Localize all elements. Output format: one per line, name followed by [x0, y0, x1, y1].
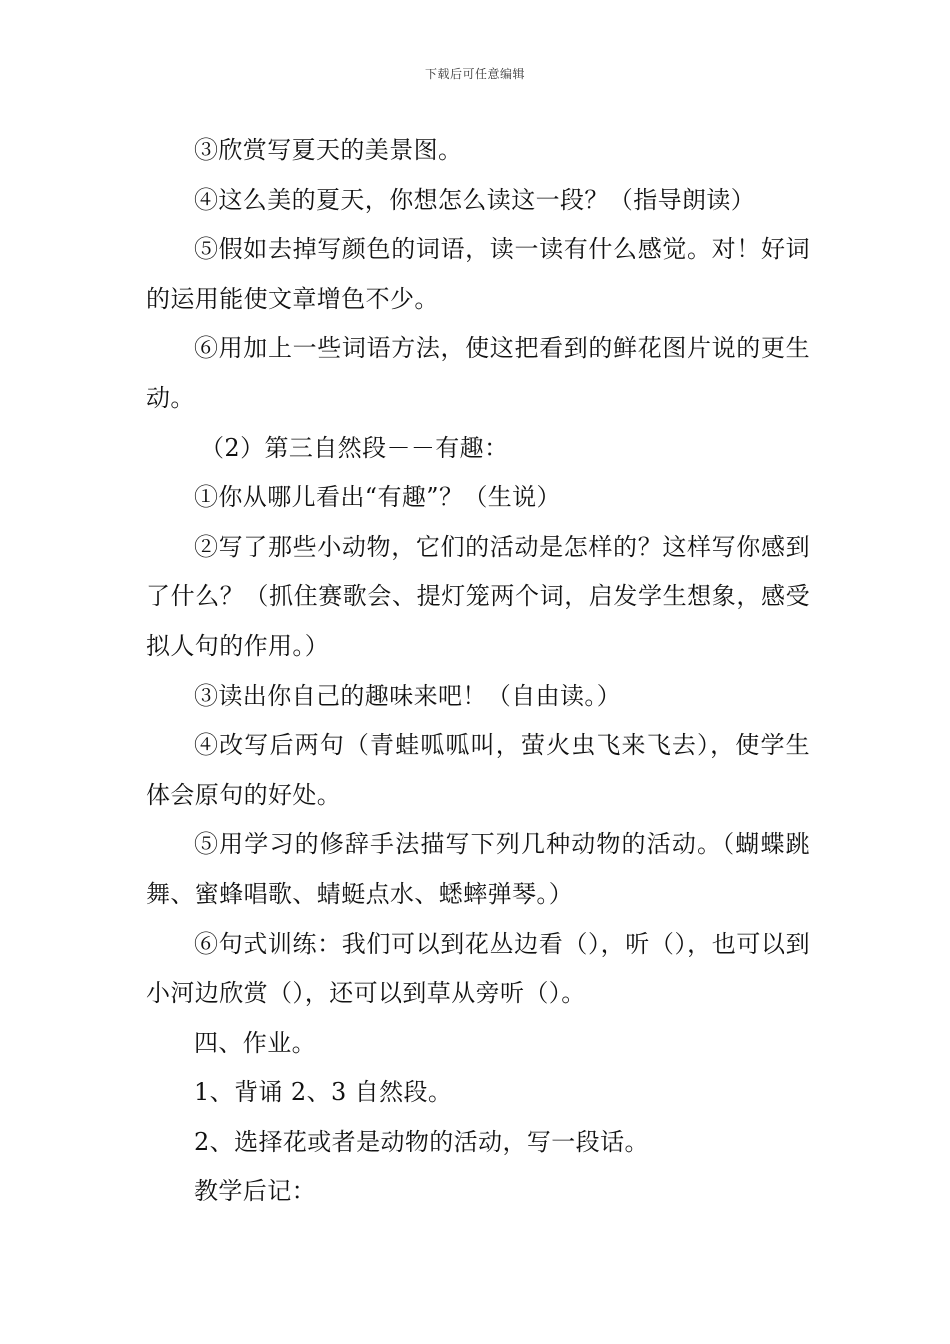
paragraph-small-animals: ②写了那些小动物，它们的活动是怎样的？这样写你感到了什么？（抓住赛歌会、提灯笼两个词，启发学生想象，感受拟人句的作用。） [146, 532, 810, 660]
page-header: 下载后可任意编辑 [424, 67, 525, 81]
paragraph-rhetoric-practice: ⑤用学习的修辞手法描写下列几种动物的活动。（蝴蝶跳舞、蜜蜂唱歌、蜻蜓点水、蟋蟀弹琴。） [146, 830, 810, 908]
document-body [146, 126, 810, 1217]
paragraph-appreciate-summer: ③欣赏写夏天的美景图。 [194, 136, 463, 164]
teaching-notes-label: 教学后记： [194, 1177, 316, 1206]
homework-item-recite: 1、背诵 2、3 自然段。 [194, 1078, 453, 1107]
paragraph-where-interesting: ①你从哪儿看出“有趣”？（生说） [194, 483, 561, 512]
paragraph-remove-color-words: ⑤假如去掉写颜色的词语，读一读有什么感觉。对！好词的运用能使文章增色不少。 [146, 235, 810, 313]
section-heading-homework: 四、作业。 [194, 1028, 316, 1057]
paragraph-sentence-training: ⑥句式训练：我们可以到花丛边看（），听（），也可以到小河边欣赏（），还可以到草从旁听（）。 [146, 929, 810, 1008]
paragraph-flower-picture: ⑥用加上一些词语方法，使这把看到的鲜花图片说的更生动。 [146, 334, 810, 412]
homework-item-write: 2、选择花或者是动物的活动，写一段话。 [194, 1127, 649, 1156]
paragraph-read-aloud: ④这么美的夏天，你想怎么读这一段？（指导朗读） [194, 185, 756, 214]
paragraph-rewrite-sentences: ④改写后两句（青蛙呱呱叫，萤火虫飞来飞去），使学生体会原句的好处。 [146, 731, 810, 809]
section-heading-third-paragraph: （2）第三自然段－－有趣： [200, 433, 509, 462]
paragraph-read-interest: ③读出你自己的趣味来吧！（自由读。） [194, 681, 622, 710]
